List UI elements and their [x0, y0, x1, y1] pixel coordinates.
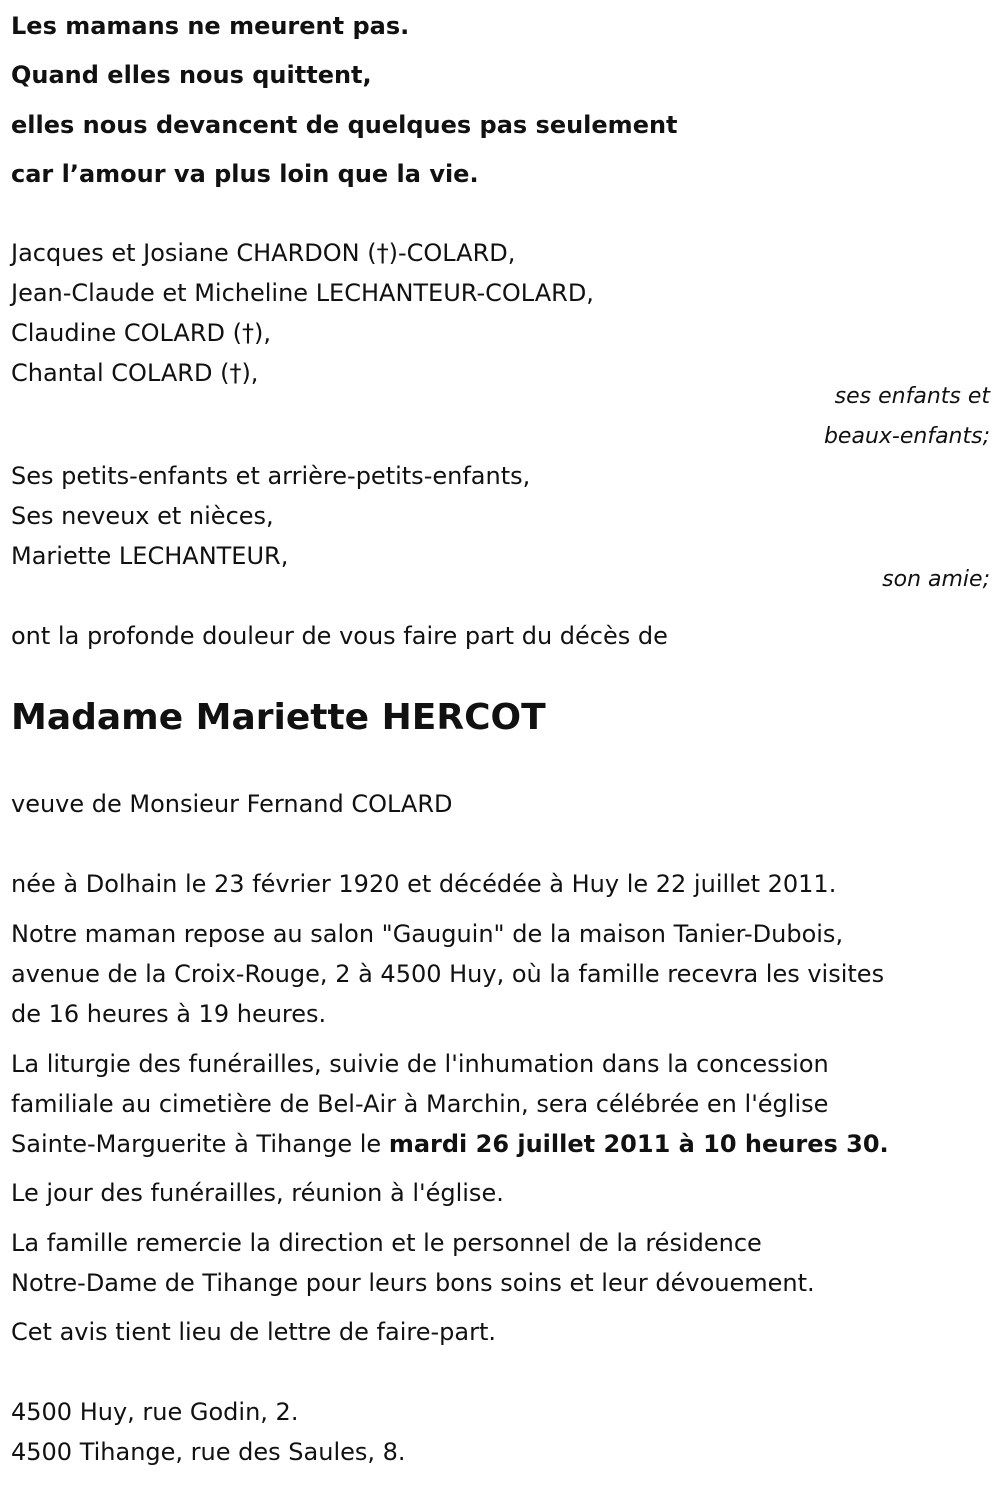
funeral-date: mardi 26 juillet 2011 à 10 heures 30.: [388, 1130, 889, 1158]
others-line-2: Ses neveux et nièces,: [11, 502, 274, 530]
poem-line-4: car l’amour va plus loin que la vie.: [11, 160, 479, 188]
widow-of: veuve de Monsieur Fernand COLARD: [11, 790, 453, 818]
announcement: ont la profonde douleur de vous faire part du décès de: [11, 622, 668, 650]
liturgy-prefix: Sainte-Marguerite à Tihange le: [11, 1130, 389, 1158]
friend-role: son amie;: [882, 567, 990, 592]
poem-line-2: Quand elles nous quittent,: [11, 61, 372, 89]
address-1: 4500 Huy, rue Godin, 2.: [11, 1398, 299, 1426]
address-2: 4500 Tihange, rue des Saules, 8.: [11, 1438, 406, 1466]
thanks-line-1: La famille remercie la direction et le personnel de la résidence: [11, 1229, 762, 1257]
poem-line-3: elles nous devancent de quelques pas seulement: [11, 111, 678, 139]
liturgy-line-3: [11, 1129, 889, 1159]
child-line-4: Chantal COLARD (†),: [11, 359, 259, 387]
others-line-1: Ses petits-enfants et arrière-petits-enfants,: [11, 462, 531, 490]
poem-line-1: Les mamans ne meurent pas.: [11, 12, 410, 40]
thanks-line-2: Notre-Dame de Tihange pour leurs bons soins et leur dévouement.: [11, 1269, 815, 1297]
viewing-line-3: de 16 heures à 19 heures.: [11, 1000, 327, 1028]
others-line-3: Mariette LECHANTEUR,: [11, 542, 289, 570]
deceased-name: Madame Mariette HERCOT: [11, 697, 546, 738]
meeting: Le jour des funérailles, réunion à l'église.: [11, 1179, 504, 1207]
child-line-3: Claudine COLARD (†),: [11, 319, 271, 347]
liturgy-line-2: familiale au cimetière de Bel-Air à Marchin, sera célébrée en l'église: [11, 1090, 829, 1118]
children-role-line-1: ses enfants et: [834, 384, 990, 409]
birth-death: née à Dolhain le 23 février 1920 et décédée à Huy le 22 juillet 2011.: [11, 870, 837, 898]
child-line-1: Jacques et Josiane CHARDON (†)-COLARD,: [11, 239, 516, 267]
viewing-line-1: Notre maman repose au salon "Gauguin" de la maison Tanier-Dubois,: [11, 920, 844, 948]
notice: Cet avis tient lieu de lettre de faire-part.: [11, 1318, 496, 1346]
liturgy-line-1: La liturgie des funérailles, suivie de l'inhumation dans la concession: [11, 1050, 829, 1078]
viewing-line-2: avenue de la Croix-Rouge, 2 à 4500 Huy, où la famille recevra les visites: [11, 960, 885, 988]
child-line-2: Jean-Claude et Micheline LECHANTEUR-COLARD,: [11, 279, 594, 307]
children-role-line-2: beaux-enfants;: [823, 424, 990, 449]
